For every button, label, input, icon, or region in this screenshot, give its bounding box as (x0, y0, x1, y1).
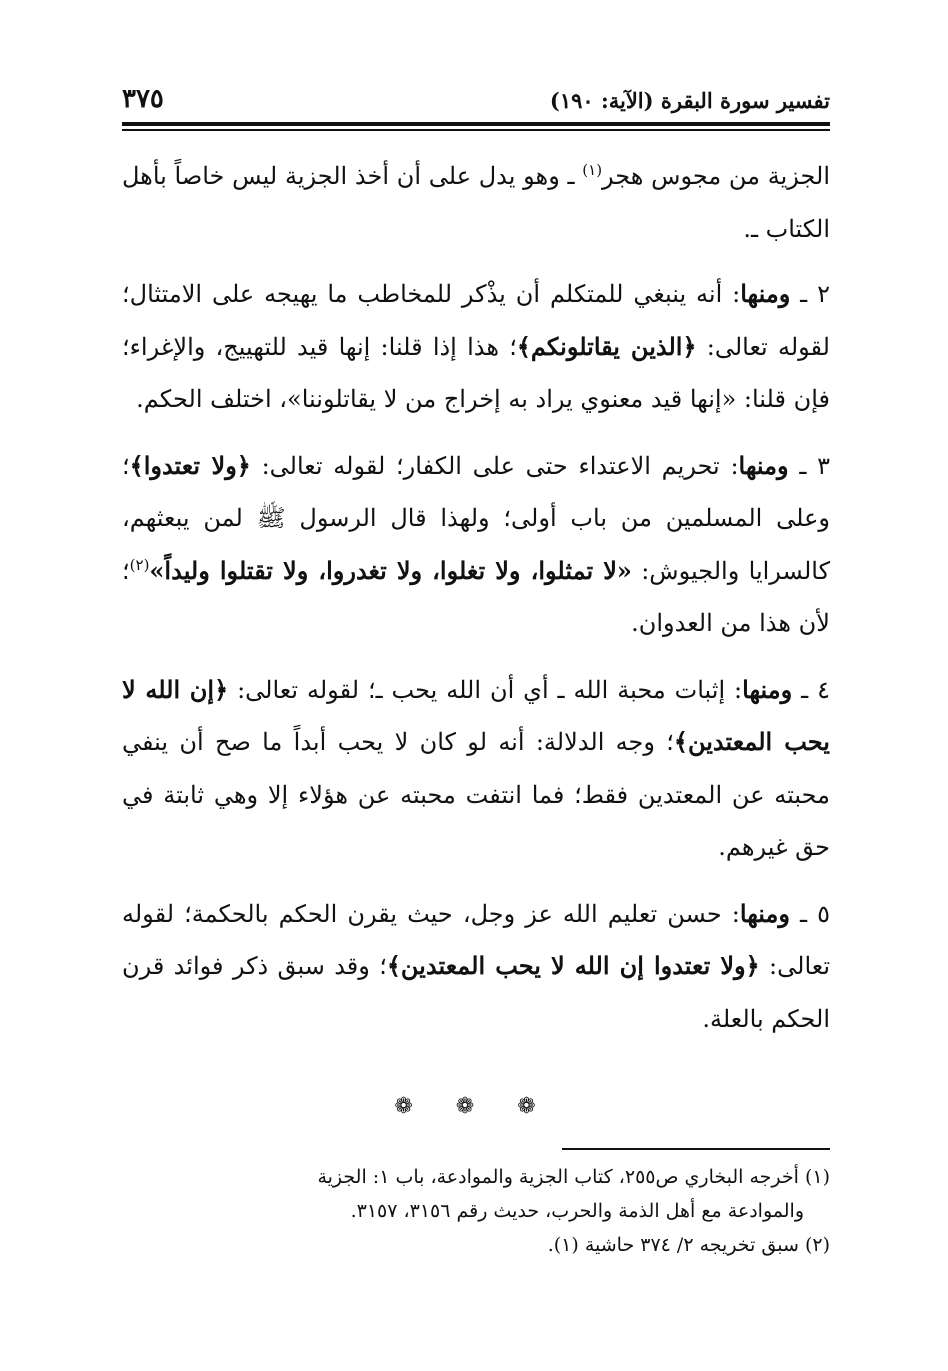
footnote-2-text: (٢) سبق تخريجه ٢/ ٣٧٤ حاشية (١). (547, 1234, 830, 1256)
quran-verse: ﴿ولا تعتدوا إن الله لا يحب المعتدين﴾ (386, 951, 760, 980)
item-label: ومنها (739, 898, 790, 928)
footnote-ref-1: (١) (582, 161, 603, 179)
section-separator-flowers-icon: ❁ ❁ ❁ (394, 1094, 554, 1119)
paragraph-5 (122, 888, 830, 1046)
paragraph-2 (122, 268, 830, 426)
header-rule-thin (122, 129, 830, 131)
paragraph-text: : أنه ينبغي للمتكلم أن يذْكر للمخاطب ما يهيجه على الامتثال؛ لقوله تعالى: (122, 280, 830, 361)
paragraph-text: ؛ وعلى المسلمين من باب أولى؛ ولهذا قال الرسول ﷺ لمن يبعثهم، كالسرايا والجيوش: (122, 451, 830, 585)
paragraph-4 (122, 664, 830, 874)
paragraph-text: ؛ لأن هذا من العدوان. (122, 556, 830, 637)
running-title: تفسير سورة البقرة (الآية: ١٩٠) (549, 88, 830, 113)
paragraph-text: : تحريم الاعتداء حتى على الكفار؛ لقوله تعالى: (250, 451, 739, 480)
paragraph-text: ـ وهو يدل على أن أخذ الجزية ليس خاصاً بأهل الكتاب ـ. (122, 162, 830, 243)
paragraph-text: : حسن تعليم الله عز وجل، حيث يقرن الحكم بالحكمة؛ لقوله تعالى: (122, 899, 831, 980)
item-number: ٤ ـ (792, 675, 830, 704)
quran-verse: ﴿الذين يقاتلونكم﴾ (516, 331, 697, 361)
item-label: ومنها (738, 450, 789, 480)
item-label: ومنها (740, 279, 791, 308)
hadith-quote: «لا تمثلوا، ولا تغلوا، ولا تغدروا، ولا تقتلوا وليداً» (149, 555, 632, 585)
item-label: ومنها (742, 674, 793, 704)
footnote-2 (122, 1228, 830, 1262)
paragraph-text: ؛ وجه الدلالة: أنه لو كان لا يحب أبداً ما صح أن ينفي محبته عن المعتدين فقط؛ فما انتفت محبته عن هؤلاء إلا وهي ثابتة في حق غيرهم. (122, 728, 830, 861)
footnote-1-line-2: والموادعة مع أهل الذمة والحرب، حديث رقم ٣١٥٦، ٣١٥٧. (350, 1200, 804, 1222)
footnote-rule (562, 1148, 830, 1150)
footnote-1 (122, 1160, 830, 1228)
item-number: ٥ ـ (789, 899, 830, 928)
paragraph-text: الجزية من مجوس هجر (602, 162, 831, 190)
paragraph-text: : إثبات محبة الله ـ أي أن الله يحب ـ؛ لقوله تعالى: (228, 675, 743, 704)
paragraph-text: ؛ هذا إذا قلنا: إنها قيد للتهييج، والإغراء؛ فإن قلنا: «إنها قيد معنوي يراد به إخراج من لا يقاتلوننا»، اختلف الحكم. (122, 332, 830, 413)
footnotes (122, 1160, 830, 1262)
paragraph-3 (122, 440, 830, 650)
quran-verse: ﴿ولا تعتدوا﴾ (129, 450, 251, 480)
paragraph-1 (122, 150, 830, 255)
footnote-1-line-1: (١) أخرجه البخاري ص٢٥٥، كتاب الجزية والموادعة، باب ١: الجزية (317, 1166, 830, 1188)
page-header (122, 84, 830, 120)
body-text (122, 150, 830, 1059)
item-number: ٣ ـ (788, 451, 830, 480)
page-number: ٣٧٥ (122, 84, 164, 114)
paragraph-text: ؛ وقد سبق ذكر فوائد قرن الحكم بالعلة. (122, 952, 830, 1033)
item-number: ٢ ـ (790, 280, 830, 308)
quran-verse: ﴿إن الله لا يحب المعتدين﴾ (122, 674, 830, 756)
header-rule-thick (122, 122, 830, 126)
footnote-ref-2: (٢) (129, 555, 150, 574)
